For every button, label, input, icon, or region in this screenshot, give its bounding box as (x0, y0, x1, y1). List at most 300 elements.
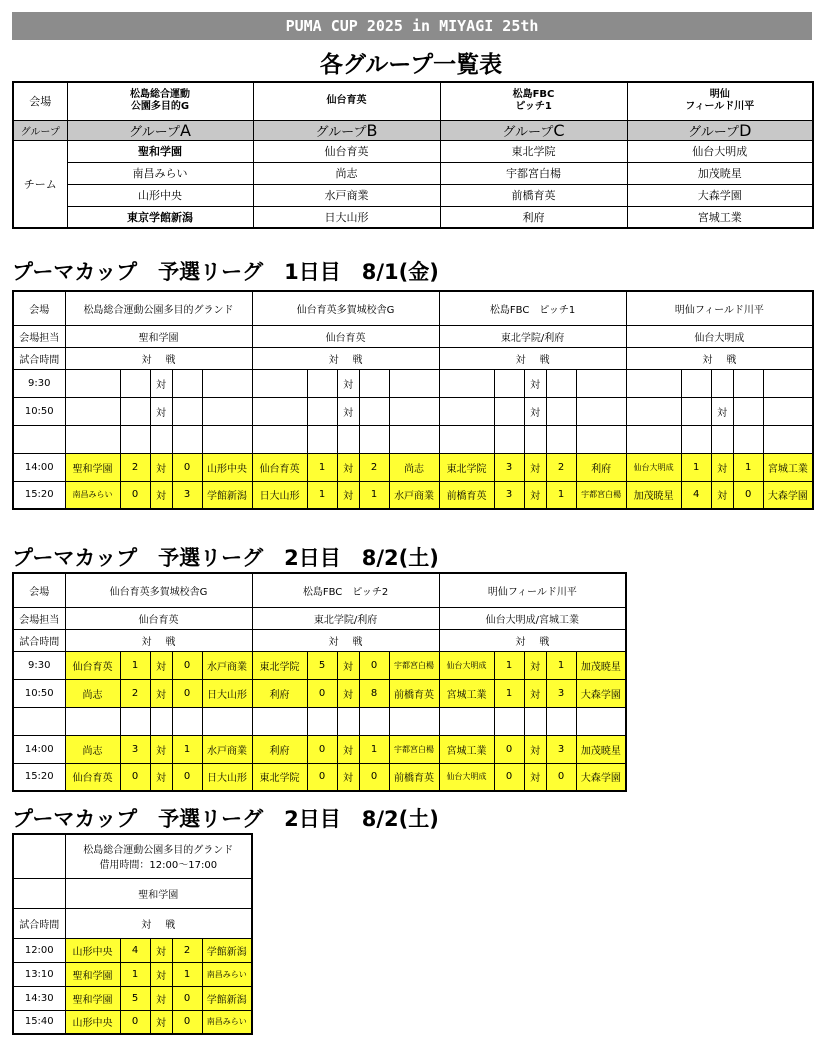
match-time: 9:30 (13, 369, 65, 397)
venue-staff: 聖和学園 (65, 325, 252, 347)
vs-marker (150, 707, 172, 735)
vs-marker: 対 (524, 453, 546, 481)
vs-marker (337, 425, 359, 453)
match-time: 10:50 (13, 397, 65, 425)
vs-header-text: 対戦 (515, 354, 564, 366)
away-team (202, 397, 252, 425)
match-time: 14:00 (13, 453, 65, 481)
vs-marker: 対 (150, 679, 172, 707)
team-row (13, 184, 813, 206)
match-row (13, 651, 626, 679)
away-team (576, 707, 626, 735)
group-name: グループA (67, 120, 253, 140)
vs-marker: 対 (150, 651, 172, 679)
home-team: 加茂暁星 (626, 481, 681, 509)
vs-header (439, 347, 626, 369)
home-team: 東北学院 (252, 651, 307, 679)
away-score: 1 (546, 651, 576, 679)
vs-marker: 対 (711, 481, 733, 509)
away-score: 0 (733, 481, 763, 509)
home-team: 山形中央 (65, 1010, 120, 1034)
home-score: 0 (120, 763, 150, 791)
match-row (13, 938, 252, 962)
vs-marker: 対 (150, 763, 172, 791)
match-row (13, 986, 252, 1010)
away-team (763, 369, 813, 397)
home-team: 尚志 (65, 679, 120, 707)
home-score (307, 397, 337, 425)
venue-name: 松島FBC ピッチ2 (252, 573, 439, 607)
home-score (494, 369, 524, 397)
away-team: 学館新潟 (202, 481, 252, 509)
vs-header (626, 347, 813, 369)
away-score: 0 (359, 763, 389, 791)
away-score: 1 (359, 481, 389, 509)
match-row (13, 397, 813, 425)
vs-header-text: 対戦 (702, 354, 751, 366)
group-label: グループ (13, 120, 67, 140)
venue-rental-time: 借用時間：12:00～17:00 (99, 860, 218, 872)
venue-staff-label: 会場担当 (13, 325, 65, 347)
home-score: 0 (120, 1010, 150, 1034)
staff-row (13, 607, 626, 629)
group-name: グループB (253, 120, 440, 140)
away-score (359, 707, 389, 735)
match-time (13, 707, 65, 735)
away-score: 1 (172, 735, 202, 763)
venue-staff: 仙台育英 (65, 607, 252, 629)
away-team: 利府 (576, 453, 626, 481)
home-team (439, 425, 494, 453)
away-team (389, 369, 439, 397)
venue-staff: 仙台大明成 (626, 325, 813, 347)
home-score: 4 (681, 481, 711, 509)
away-team (202, 425, 252, 453)
vs-header-text: 対戦 (141, 636, 190, 648)
home-score (120, 397, 150, 425)
home-score (120, 369, 150, 397)
vs-marker: 対 (150, 481, 172, 509)
away-score (733, 397, 763, 425)
home-score: 1 (120, 962, 150, 986)
home-team (252, 425, 307, 453)
vs-marker: 対 (524, 735, 546, 763)
match-row (13, 425, 813, 453)
vs-marker: 対 (150, 938, 172, 962)
venue-name: 松島総合運動公園多目的グランド (65, 291, 252, 325)
home-score: 3 (494, 453, 524, 481)
day2b-schedule-table (12, 833, 253, 1035)
home-team (65, 707, 120, 735)
match-row (13, 369, 813, 397)
day1-schedule-table (12, 290, 814, 510)
home-team: 日大山形 (252, 481, 307, 509)
vs-header (65, 908, 252, 938)
group-name-row (13, 120, 813, 140)
vs-marker: 対 (337, 481, 359, 509)
away-score: 1 (733, 453, 763, 481)
venue-staff: 東北学院/利府 (439, 325, 626, 347)
home-score (120, 707, 150, 735)
group-venue: 仙台育英 (253, 82, 440, 120)
home-score: 1 (307, 453, 337, 481)
home-team: 仙台育英 (252, 453, 307, 481)
home-team (439, 397, 494, 425)
vs-marker: 対 (524, 763, 546, 791)
away-score (733, 425, 763, 453)
away-score (172, 425, 202, 453)
home-team: 利府 (252, 679, 307, 707)
team-cell: 南昌みらい (67, 162, 253, 184)
match-row (13, 962, 252, 986)
team-cell: 尚志 (253, 162, 440, 184)
home-team (252, 707, 307, 735)
away-score (546, 369, 576, 397)
vs-header-text: 対戦 (141, 354, 190, 366)
vs-marker: 対 (337, 397, 359, 425)
home-score (681, 425, 711, 453)
away-score: 0 (172, 679, 202, 707)
vs-marker (524, 707, 546, 735)
away-team: 日大山形 (202, 679, 252, 707)
vs-marker: 対 (150, 453, 172, 481)
team-cell: 宇都宮白楊 (440, 162, 627, 184)
vs-marker: 対 (337, 763, 359, 791)
home-score: 1 (307, 481, 337, 509)
away-score (546, 425, 576, 453)
away-team: 大森学園 (576, 679, 626, 707)
away-score: 3 (546, 679, 576, 707)
event-banner: PUMA CUP 2025 in MIYAGI 25th (12, 12, 812, 40)
home-score: 3 (120, 735, 150, 763)
home-score: 5 (120, 986, 150, 1010)
away-score: 2 (359, 453, 389, 481)
home-team: 聖和学園 (65, 986, 120, 1010)
match-time: 12:00 (13, 938, 65, 962)
home-team: 宮城工業 (439, 735, 494, 763)
venue-label: 会場 (13, 82, 67, 120)
home-team (439, 369, 494, 397)
away-team: 尚志 (389, 453, 439, 481)
home-team (65, 397, 120, 425)
match-time-row (13, 908, 252, 938)
day1-title: プーマカップ 予選リーグ 1日目 8/1(金) (12, 260, 439, 284)
away-team: 水戸商業 (202, 651, 252, 679)
away-score: 0 (172, 763, 202, 791)
home-team (65, 425, 120, 453)
home-team: 仙台育英 (65, 651, 120, 679)
home-team: 仙台育英 (65, 763, 120, 791)
away-score: 3 (172, 481, 202, 509)
team-cell: 聖和学園 (67, 140, 253, 162)
vs-marker: 対 (337, 735, 359, 763)
home-score: 2 (120, 453, 150, 481)
home-team (65, 369, 120, 397)
away-score (359, 425, 389, 453)
match-row (13, 679, 626, 707)
home-team: 尚志 (65, 735, 120, 763)
home-team: 仙台大明成 (439, 651, 494, 679)
home-score: 4 (120, 938, 150, 962)
vs-marker (150, 425, 172, 453)
group-name: グループD (627, 120, 813, 140)
home-team: 仙台大明成 (626, 453, 681, 481)
away-score (546, 397, 576, 425)
vs-marker: 対 (337, 453, 359, 481)
away-team (763, 397, 813, 425)
team-row (13, 206, 813, 228)
home-score (681, 397, 711, 425)
away-score (172, 397, 202, 425)
home-team: 東北学院 (439, 453, 494, 481)
vs-marker (711, 425, 733, 453)
away-team: 宇都宮白楊 (389, 651, 439, 679)
away-score: 0 (546, 763, 576, 791)
venue-line: 松島総合運動公園多目的グランド (83, 845, 234, 857)
away-score (172, 369, 202, 397)
match-time: 14:30 (13, 986, 65, 1010)
match-time: 15:20 (13, 481, 65, 509)
vs-marker: 対 (711, 397, 733, 425)
home-team (252, 397, 307, 425)
away-score: 1 (172, 962, 202, 986)
team-cell: 山形中央 (67, 184, 253, 206)
away-team: 南昌みらい (202, 962, 252, 986)
match-time: 14:00 (13, 735, 65, 763)
team-cell: 加茂暁星 (627, 162, 813, 184)
home-score (120, 425, 150, 453)
match-time: 15:20 (13, 763, 65, 791)
vs-header-text: 対戦 (328, 354, 377, 366)
home-score (307, 707, 337, 735)
vs-marker: 対 (524, 369, 546, 397)
away-team: 前橋育英 (389, 679, 439, 707)
vs-marker: 対 (150, 962, 172, 986)
match-time-label: 試合時間 (13, 629, 65, 651)
vs-marker (524, 425, 546, 453)
away-score (359, 369, 389, 397)
team-cell: 水戸商業 (253, 184, 440, 206)
away-team: 宮城工業 (763, 453, 813, 481)
home-score: 1 (120, 651, 150, 679)
match-time: 10:50 (13, 679, 65, 707)
match-time-label: 試合時間 (13, 908, 65, 938)
home-score (494, 425, 524, 453)
away-team (389, 425, 439, 453)
away-team (202, 369, 252, 397)
away-score: 0 (172, 1010, 202, 1034)
home-score (494, 397, 524, 425)
home-score: 2 (120, 679, 150, 707)
venue-name: 明仙フィールド川平 (626, 291, 813, 325)
vs-marker: 対 (711, 453, 733, 481)
venue-staff: 仙台育英 (252, 325, 439, 347)
away-score: 0 (172, 986, 202, 1010)
vs-marker: 対 (337, 679, 359, 707)
vs-marker: 対 (524, 481, 546, 509)
team-row (13, 162, 813, 184)
match-row (13, 763, 626, 791)
home-score: 1 (681, 453, 711, 481)
away-team (576, 397, 626, 425)
group-venue: 松島FBC ピッチ1 (440, 82, 627, 120)
match-time (13, 425, 65, 453)
match-time-row (13, 629, 626, 651)
vs-marker: 対 (524, 397, 546, 425)
home-team: 山形中央 (65, 938, 120, 962)
match-time: 9:30 (13, 651, 65, 679)
match-row (13, 453, 813, 481)
away-team: 大森学園 (576, 763, 626, 791)
vs-header-text: 対戦 (328, 636, 377, 648)
vs-header-text: 対戦 (141, 919, 190, 931)
home-team: 前橋育英 (439, 481, 494, 509)
venue-name: 明仙フィールド川平 (439, 573, 626, 607)
group-venue-row (13, 82, 813, 120)
away-team: 宇都宮白楊 (576, 481, 626, 509)
home-score: 1 (494, 651, 524, 679)
away-team: 宇都宮白楊 (389, 735, 439, 763)
venue-name: 仙台育英多賀城校舎G (252, 291, 439, 325)
match-time: 13:10 (13, 962, 65, 986)
away-score (359, 397, 389, 425)
staff-row (13, 325, 813, 347)
vs-marker: 対 (337, 369, 359, 397)
away-team (389, 707, 439, 735)
away-team: 大森学園 (763, 481, 813, 509)
away-team: 前橋育英 (389, 763, 439, 791)
home-team: 宮城工業 (439, 679, 494, 707)
day2b-title: プーマカップ 予選リーグ 2日目 8/2(土) (12, 807, 439, 831)
away-team: 南昌みらい (202, 1010, 252, 1034)
team-cell: 東北学院 (440, 140, 627, 162)
away-team (202, 707, 252, 735)
away-score: 0 (359, 651, 389, 679)
vs-header (252, 347, 439, 369)
day2-schedule-table (12, 572, 627, 792)
home-score (307, 425, 337, 453)
match-time: 15:40 (13, 1010, 65, 1034)
away-team: 学館新潟 (202, 938, 252, 962)
home-score (307, 369, 337, 397)
vs-marker: 対 (150, 397, 172, 425)
home-score: 0 (307, 735, 337, 763)
vs-header (252, 629, 439, 651)
away-team (763, 425, 813, 453)
away-score: 1 (359, 735, 389, 763)
vs-header (439, 629, 626, 651)
match-row (13, 735, 626, 763)
team-cell: 日大山形 (253, 206, 440, 228)
away-score: 3 (546, 735, 576, 763)
venue-row (13, 573, 626, 607)
away-team: 水戸商業 (202, 735, 252, 763)
home-team: 利府 (252, 735, 307, 763)
team-cell: 東京学館新潟 (67, 206, 253, 228)
venue-staff: 東北学院/利府 (252, 607, 439, 629)
vs-marker: 対 (150, 735, 172, 763)
away-team: 学館新潟 (202, 986, 252, 1010)
away-team: 日大山形 (202, 763, 252, 791)
group-venue: 松島総合運動 公園多目的G (67, 82, 253, 120)
venue-row (13, 291, 813, 325)
match-row (13, 481, 813, 509)
match-row (13, 1010, 252, 1034)
vs-marker: 対 (337, 651, 359, 679)
away-team: 山形中央 (202, 453, 252, 481)
match-row (13, 707, 626, 735)
away-score (733, 369, 763, 397)
away-team (576, 369, 626, 397)
vs-header (65, 629, 252, 651)
venue-name: 仙台育英多賀城校舎G (65, 573, 252, 607)
group-name: グループC (440, 120, 627, 140)
vs-marker: 対 (150, 1010, 172, 1034)
home-team: 聖和学園 (65, 453, 120, 481)
venue-name: 松島FBC ピッチ1 (439, 291, 626, 325)
away-score (172, 707, 202, 735)
home-team: 南昌みらい (65, 481, 120, 509)
venue-row (13, 834, 252, 878)
vs-marker: 対 (150, 369, 172, 397)
vs-marker: 対 (150, 986, 172, 1010)
home-score: 3 (494, 481, 524, 509)
venue-staff: 仙台大明成/宮城工業 (439, 607, 626, 629)
venue-name (65, 834, 252, 878)
away-score: 8 (359, 679, 389, 707)
team-cell: 大森学園 (627, 184, 813, 206)
group-table (12, 81, 814, 229)
team-label: チーム (13, 140, 67, 228)
home-team: 聖和学園 (65, 962, 120, 986)
staff-row (13, 878, 252, 908)
home-score (494, 707, 524, 735)
venue-staff-label: 会場担当 (13, 607, 65, 629)
home-team (626, 397, 681, 425)
vs-marker: 対 (524, 651, 546, 679)
home-score: 0 (307, 679, 337, 707)
home-team (626, 369, 681, 397)
home-team (439, 707, 494, 735)
venue-label: 会場 (13, 573, 65, 607)
away-score: 1 (546, 481, 576, 509)
home-team (626, 425, 681, 453)
away-score: 0 (172, 453, 202, 481)
home-score (681, 369, 711, 397)
home-score: 0 (307, 763, 337, 791)
team-cell: 利府 (440, 206, 627, 228)
team-cell: 仙台大明成 (627, 140, 813, 162)
away-team (576, 425, 626, 453)
vs-header (65, 347, 252, 369)
vs-marker (337, 707, 359, 735)
team-row (13, 140, 813, 162)
away-score: 2 (172, 938, 202, 962)
home-score: 0 (494, 763, 524, 791)
team-cell: 前橋育英 (440, 184, 627, 206)
match-time-label: 試合時間 (13, 347, 65, 369)
vs-marker (711, 369, 733, 397)
away-score: 2 (546, 453, 576, 481)
away-score (546, 707, 576, 735)
page-title: 各グループ一覧表 (319, 52, 503, 78)
venue-staff: 聖和学園 (65, 878, 252, 908)
away-team: 水戸商業 (389, 481, 439, 509)
home-score: 0 (494, 735, 524, 763)
team-cell: 宮城工業 (627, 206, 813, 228)
vs-header-text: 対戦 (515, 636, 564, 648)
away-team: 加茂暁星 (576, 735, 626, 763)
